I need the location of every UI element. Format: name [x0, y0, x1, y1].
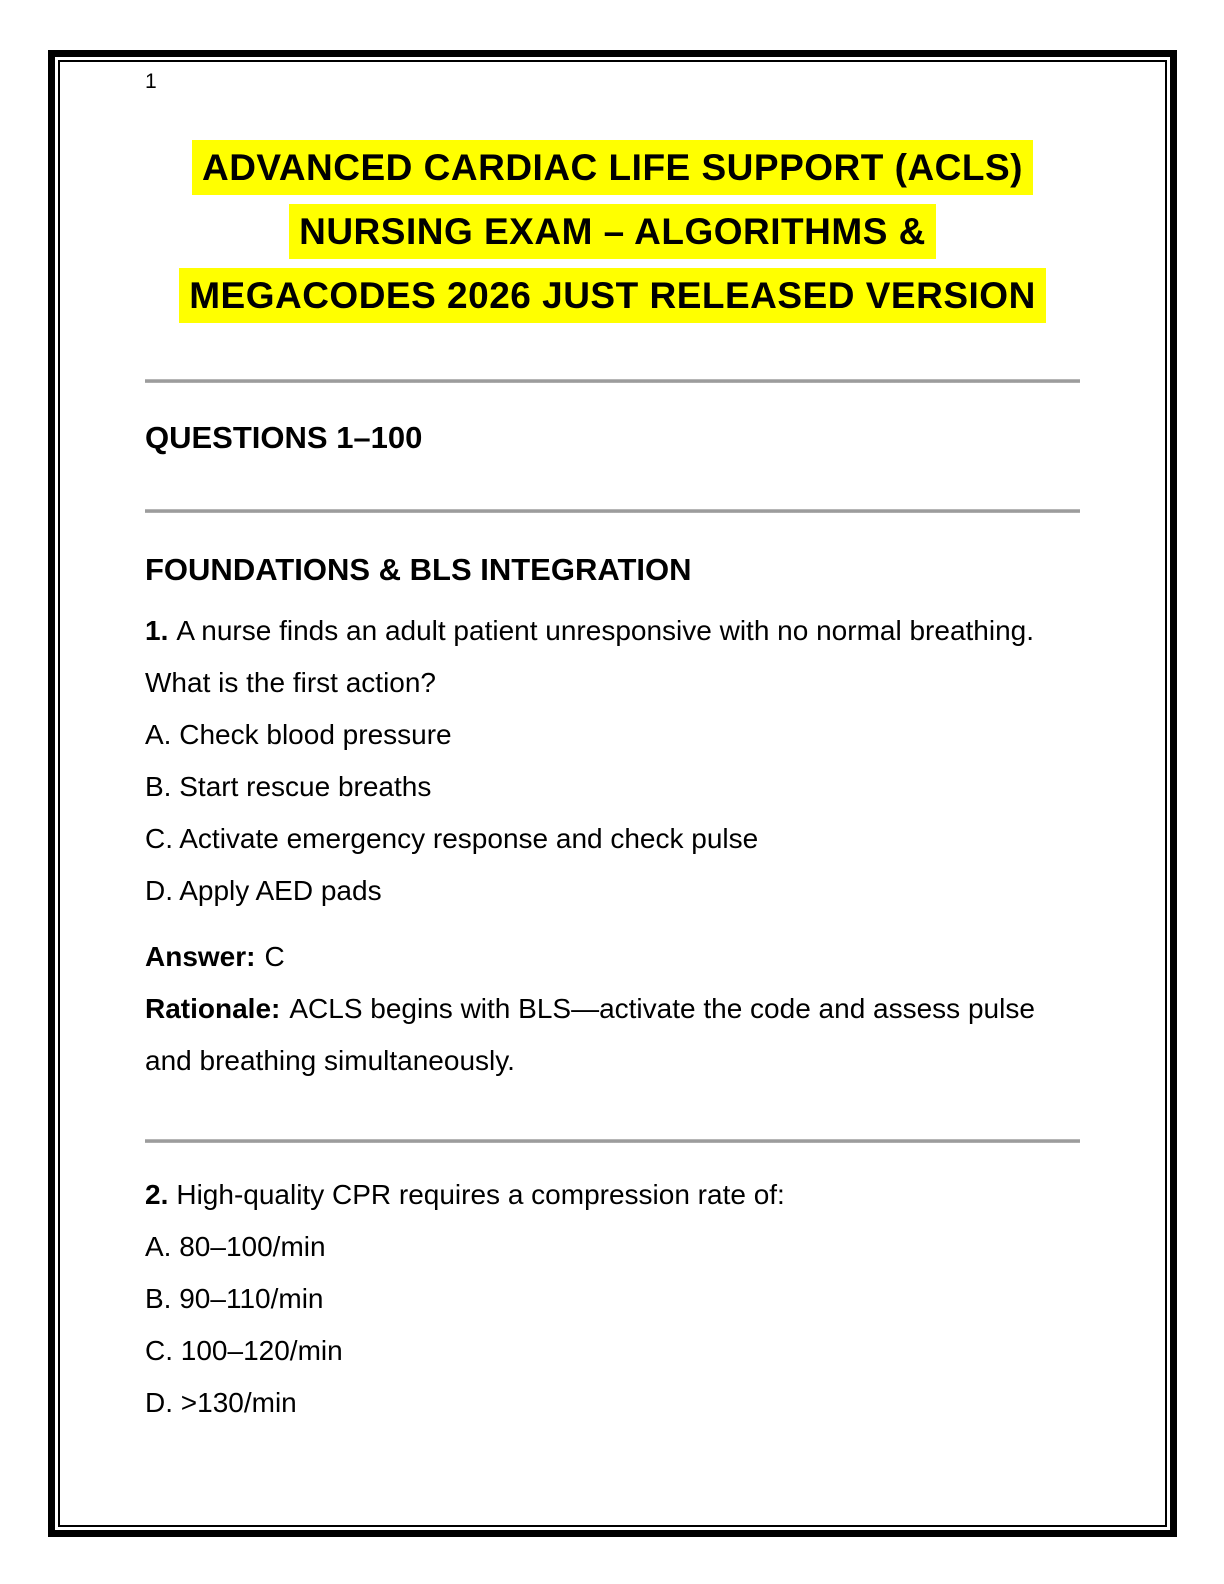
subsection-heading: FOUNDATIONS & BLS INTEGRATION	[145, 552, 692, 587]
question-text	[145, 1169, 1080, 1221]
answer-option-d: D. >130/min	[145, 1387, 297, 1418]
horizontal-rule	[145, 1139, 1080, 1143]
title-line-1: ADVANCED CARDIAC LIFE SUPPORT (ACLS)	[192, 140, 1033, 195]
question-block-2	[145, 1169, 1080, 1429]
rationale-text: ACLS begins with BLS—activate the code and assess pulse and breathing simultaneously.	[145, 993, 1035, 1076]
question-number: 2.	[145, 1179, 169, 1210]
question-block-1	[145, 605, 1080, 1087]
page-border	[48, 50, 1177, 1537]
answer-option-d: D. Apply AED pads	[145, 875, 382, 906]
title-line-3: MEGACODES 2026 JUST RELEASED VERSION	[179, 268, 1046, 323]
answer-line	[145, 931, 1080, 983]
answer-label: Answer:	[145, 941, 256, 972]
answer-option-a: A. 80–100/min	[145, 1231, 326, 1262]
rationale-label: Rationale:	[145, 993, 281, 1024]
horizontal-rule	[145, 379, 1080, 383]
page-inner-border	[58, 60, 1167, 1527]
question-stem: High-quality CPR requires a compression rate of:	[176, 1179, 785, 1210]
document-title	[145, 140, 1080, 332]
answer-option-c: C. Activate emergency response and check pulse	[145, 823, 759, 854]
page-number: 1	[145, 70, 157, 93]
question-text	[145, 605, 1080, 709]
answer-option-b: B. 90–110/min	[145, 1283, 324, 1314]
options-list	[145, 1221, 1080, 1429]
answer-option-a: A. Check blood pressure	[145, 719, 452, 750]
horizontal-rule	[145, 509, 1080, 513]
title-line-2: NURSING EXAM – ALGORITHMS &	[289, 204, 936, 259]
question-number: 1.	[145, 615, 169, 646]
answer-option-b: B. Start rescue breaths	[145, 771, 432, 802]
answer-rationale-block	[145, 931, 1080, 1087]
options-list	[145, 709, 1080, 917]
section-heading: QUESTIONS 1–100	[145, 420, 423, 455]
rationale-line	[145, 983, 1080, 1087]
question-stem: A nurse finds an adult patient unresponsive with no normal breathing. What is the first action?	[145, 615, 1035, 698]
answer-value: C	[264, 941, 285, 972]
answer-option-c: C. 100–120/min	[145, 1335, 343, 1366]
